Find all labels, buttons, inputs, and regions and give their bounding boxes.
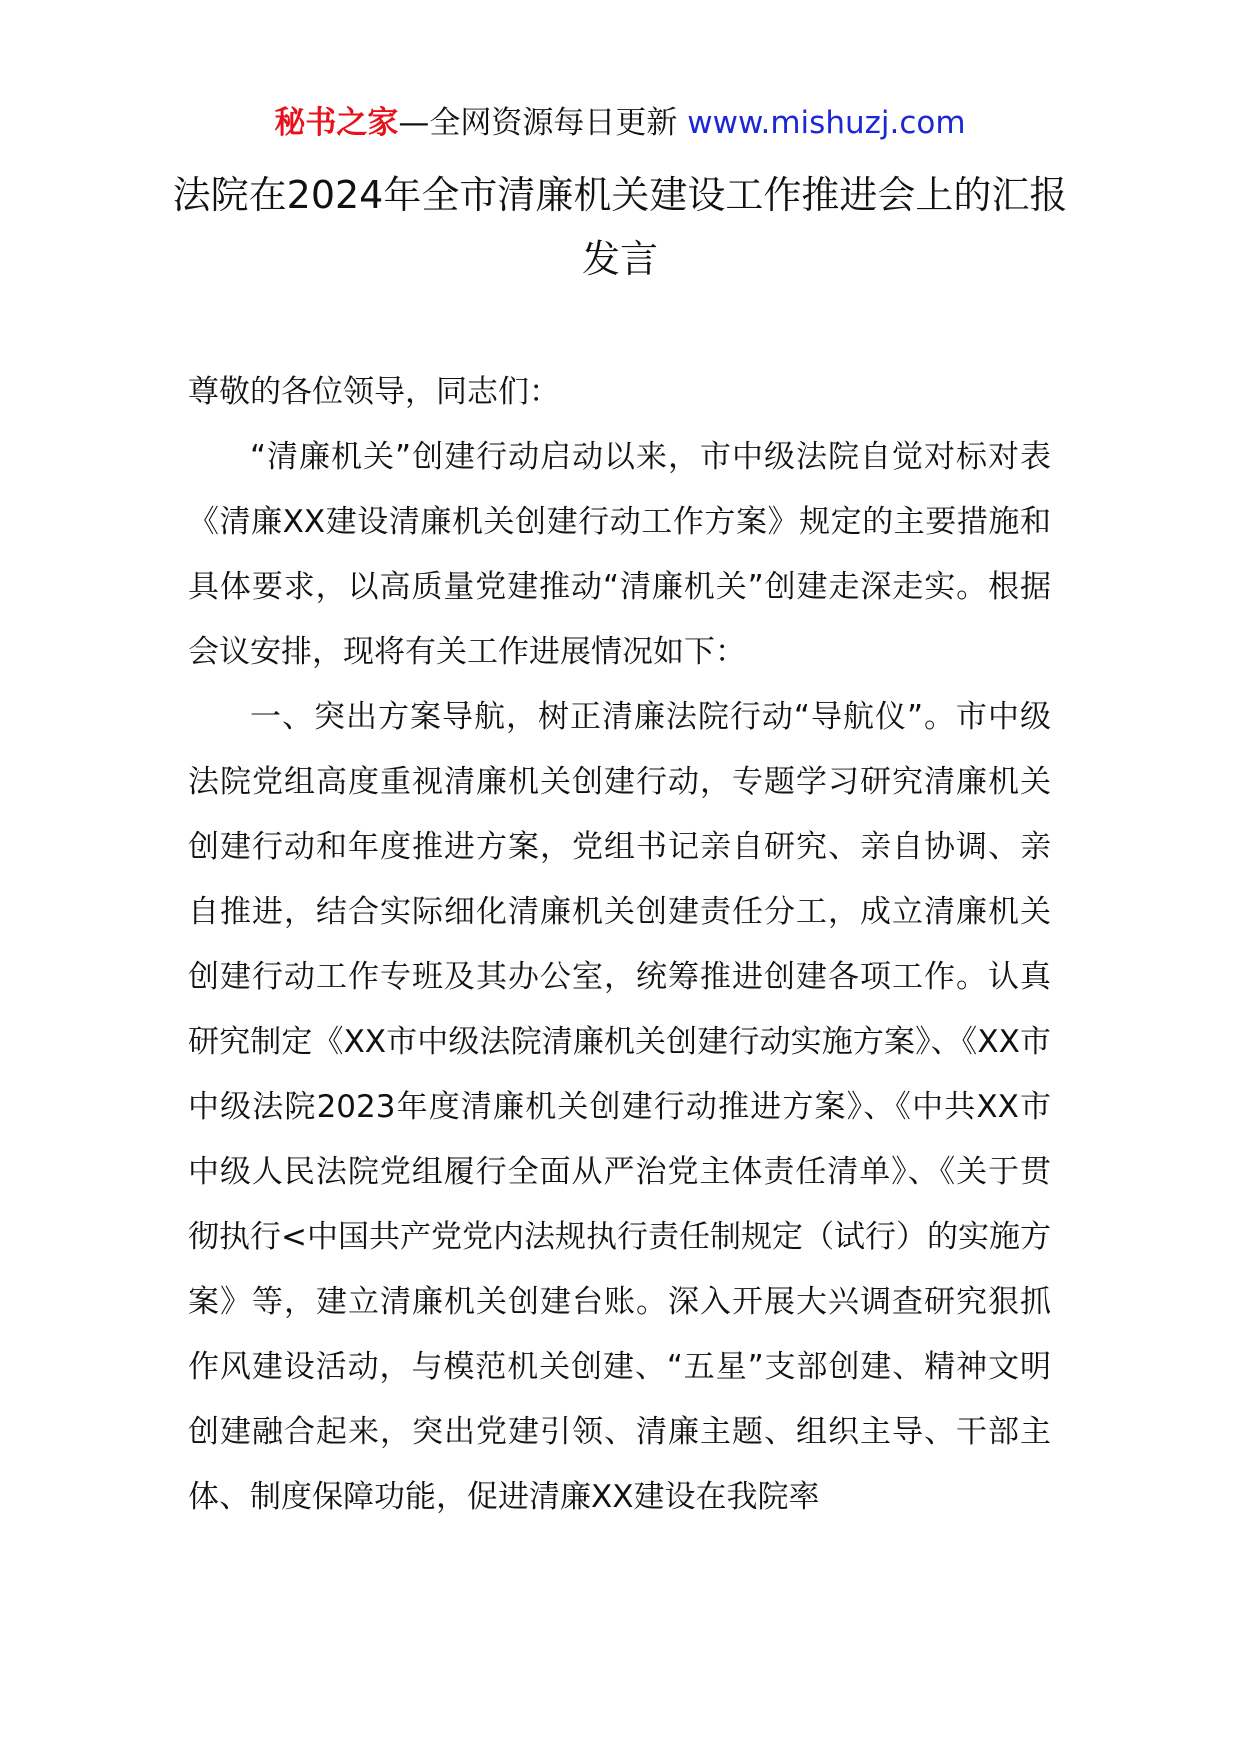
site-url-link[interactable]: www.mishuzj.com (687, 105, 966, 141)
section-one-paragraph: 一、突出方案导航，树正清廉法院行动“导航仪”。市中级法院党组高度重视清廉机关创建行动，专题学习研究清廉机关创建行动和年度推进方案，党组书记亲自研究、亲自协调、亲自推进，结合实际细化清廉机关创建责任分工，成立清廉机关创建行动工作专班及其办公室，统筹推进创建各项工作。认真研究制定《XX市中级法院清廉机关创建行动实施方案》、《XX市中级法院2023年度清廉机关创建行动推进方案》、《中共XX市中级人民法院党组履行全面从严治党主体责任清单》、《关于贯彻执行<中国共产党党内法规执行责任制规定（试行）的实施方案》等，建立清廉机关创建台账。深入开展大兴调查研究狠抓作风建设活动，与模范机关创建、“五星”支部创建、精神文明创建融合起来，突出党建引领、清廉主题、组织主导、干部主体、制度保障功能，促进清廉XX建设在我院率 (188, 699, 1051, 1515)
salutation: 尊敬的各位领导，同志们： (188, 374, 560, 410)
site-header (0, 100, 1240, 146)
document-body (188, 360, 1051, 1530)
intro-paragraph: “清廉机关”创建行动启动以来，市中级法院自觉对标对表《清廉XX建设清廉机关创建行动工作方案》规定的主要措施和具体要求，以高质量党建推动“清廉机关”创建走深走实。根据会议安排，现将有关工作进展情况如下： (188, 439, 1051, 670)
site-tagline: —全网资源每日更新 (398, 105, 678, 141)
site-brand: 秘书之家 (274, 105, 399, 141)
document-title: 法院在2024年全市清廉机关建设工作推进会上的汇报发言 (172, 173, 1068, 281)
